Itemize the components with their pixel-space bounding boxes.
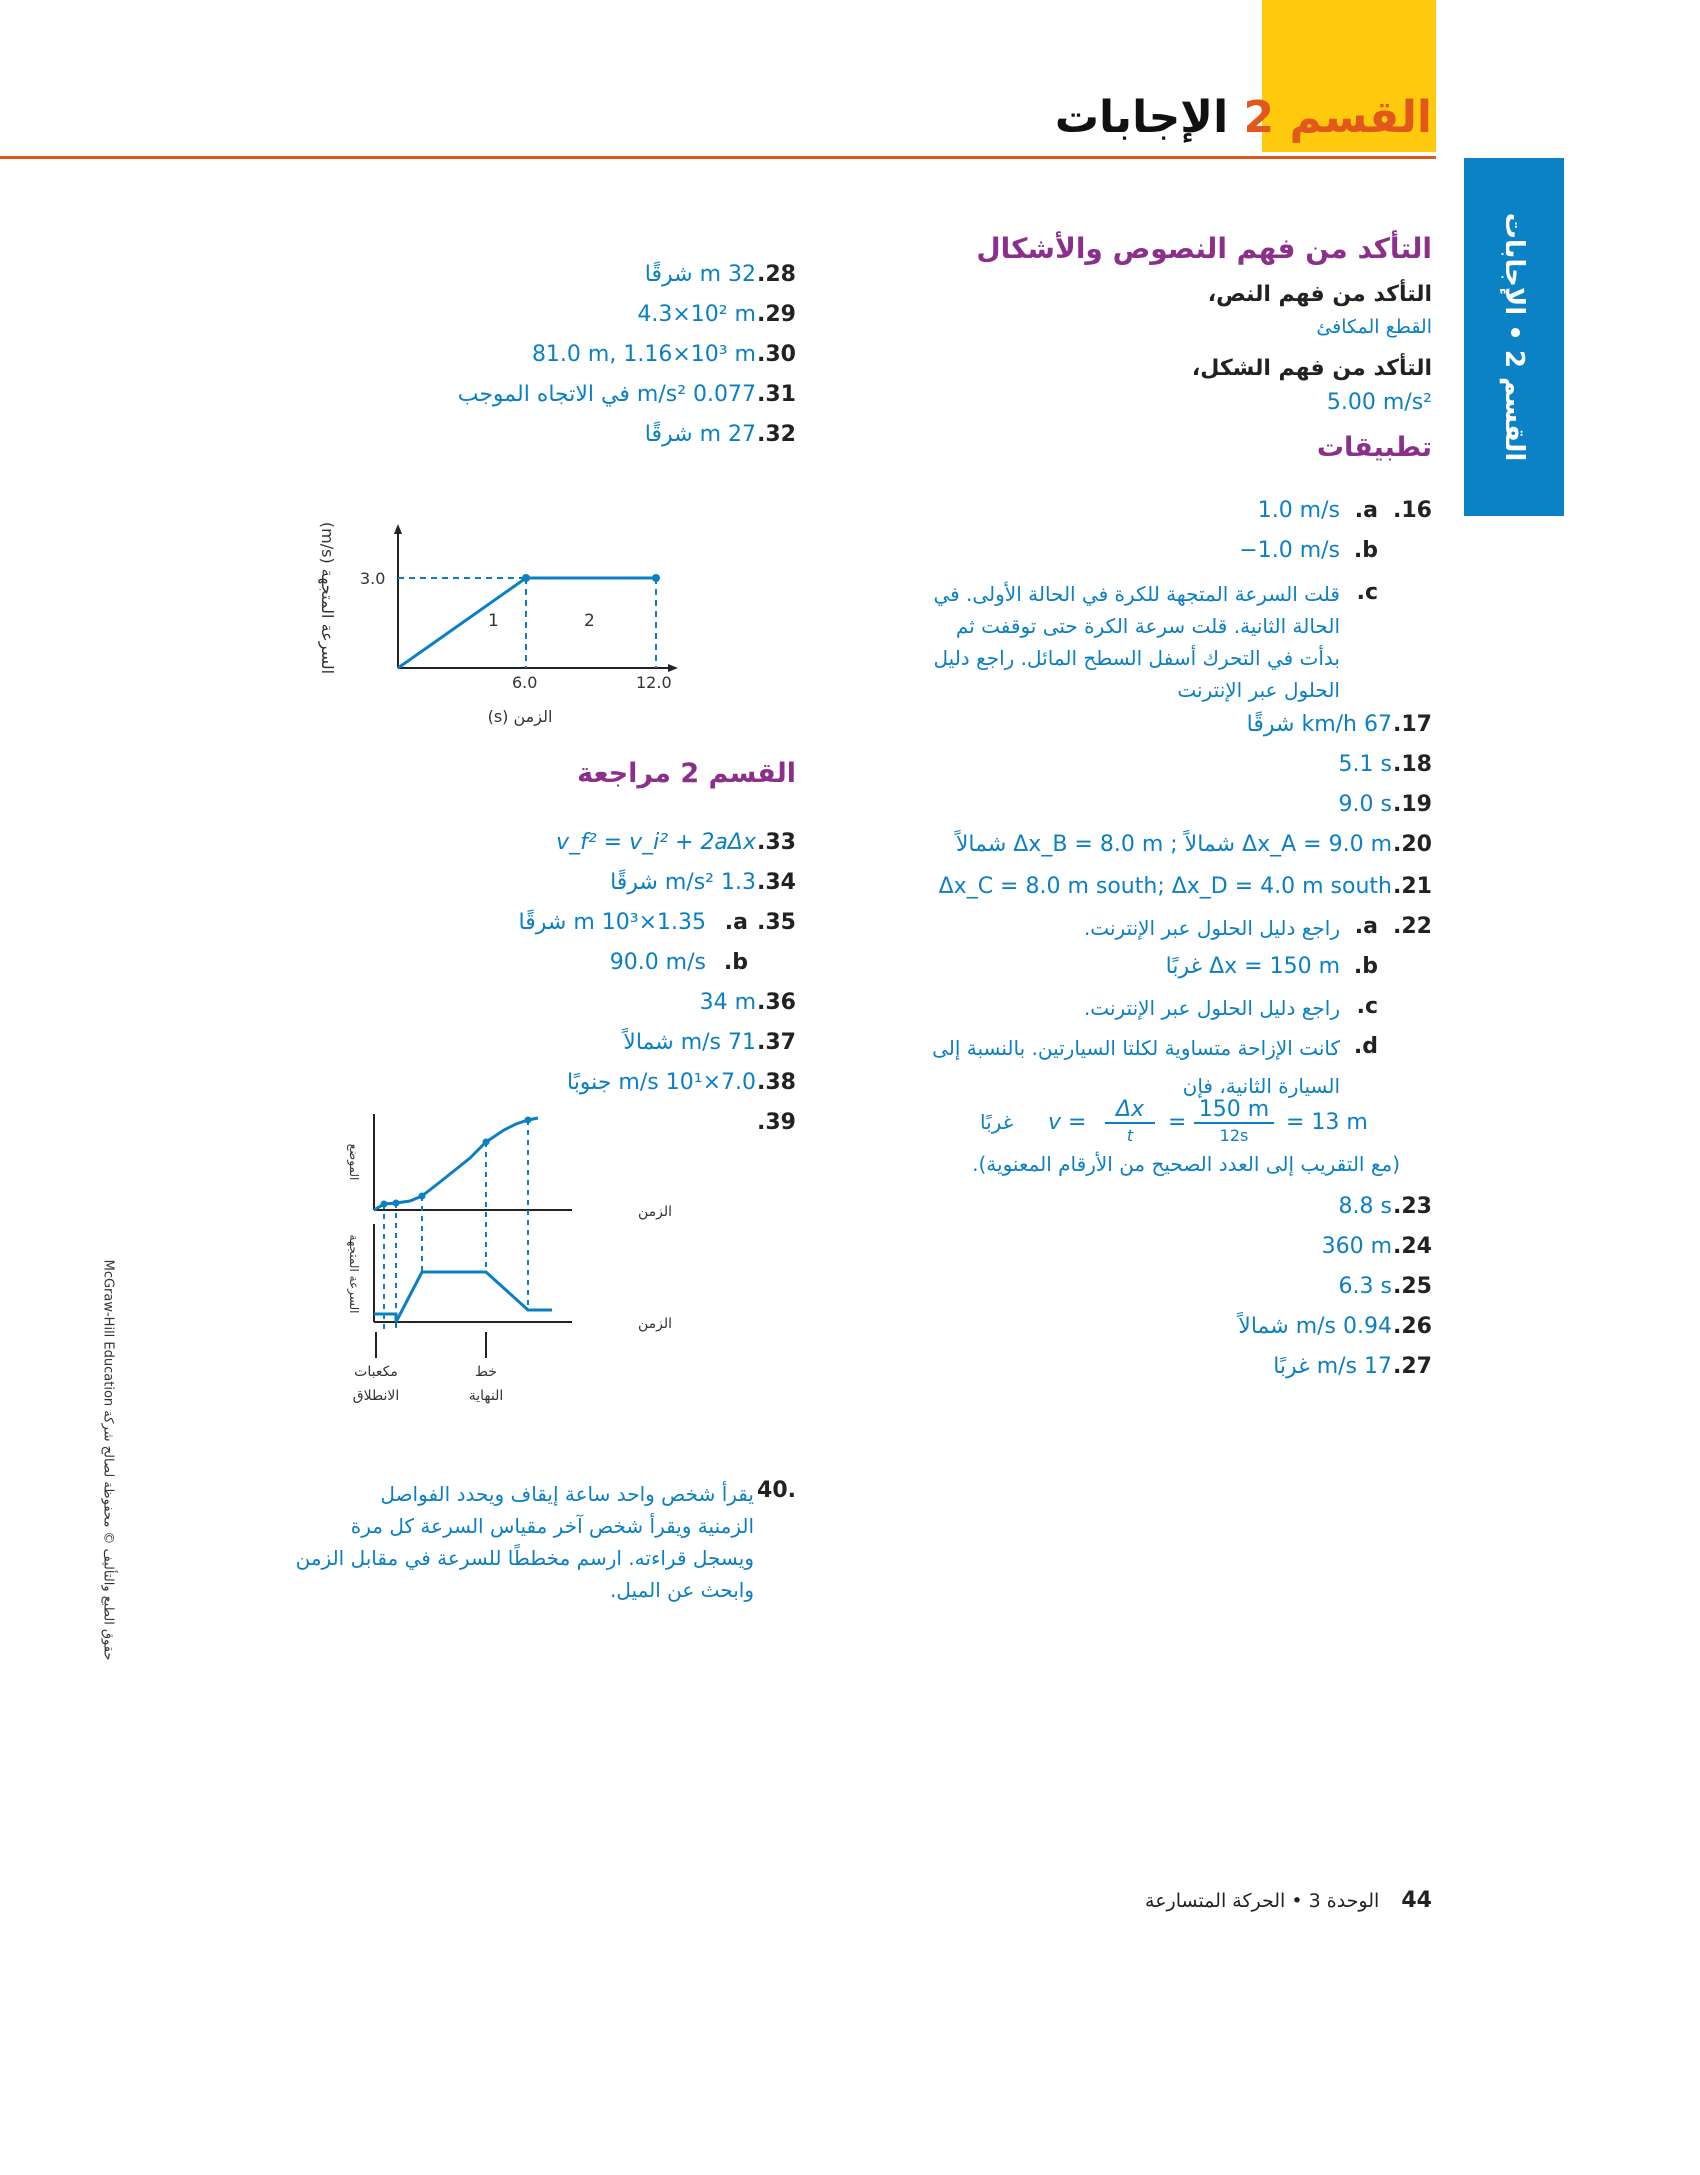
q22d-frac2-num: 150 m bbox=[1194, 1098, 1274, 1124]
data-point bbox=[522, 574, 530, 582]
q22d-eq-sign: = bbox=[1168, 1110, 1187, 1135]
q24-answer: 360 m bbox=[1321, 1234, 1392, 1259]
q27-number: .27 bbox=[1393, 1354, 1432, 1379]
position-curve bbox=[374, 1118, 538, 1210]
position-velocity-graph bbox=[310, 1100, 673, 1410]
q31-answer: 0.077 m/s² في الاتجاه الموجب bbox=[457, 382, 756, 407]
q22d-note: (مع التقريب إلى العدد الصحيح من الأرقام المعنوية). bbox=[972, 1152, 1400, 1176]
finish-label: خط bbox=[475, 1364, 497, 1380]
q40-line: ويسجل قراءته. ارسم مخططًا للسرعة في مقابل الزمن bbox=[295, 1546, 754, 1570]
q34-answer: 1.3 m/s² شرقًا bbox=[610, 870, 756, 895]
x-axis-label: الزمن (s) bbox=[487, 707, 553, 726]
q16b-answer: −1.0 m/s bbox=[1239, 538, 1340, 563]
q35b-marker: .b bbox=[723, 950, 748, 975]
text-check-answer: القطع المكافئ bbox=[1316, 316, 1432, 338]
q16c-line: قلت السرعة المتجهة للكرة في الحالة الأولى. في bbox=[933, 582, 1340, 606]
q40-number: 40. bbox=[757, 1478, 796, 1503]
page-footer bbox=[1145, 1888, 1432, 1913]
q40-line: الزمنية ويقرأ شخص آخر مقياس السرعة كل مرة bbox=[350, 1514, 754, 1538]
q16c-marker: .c bbox=[1356, 580, 1378, 605]
text-check-label: التأكد من فهم النص، bbox=[1207, 282, 1432, 307]
q36-answer: 34 m bbox=[699, 990, 756, 1015]
q22d-eq-left: v = bbox=[1048, 1110, 1087, 1135]
page-title bbox=[1055, 92, 1432, 143]
q21-number: .21 bbox=[1393, 874, 1432, 899]
q22a-marker: .a bbox=[1354, 914, 1378, 939]
y-axis-arrow bbox=[394, 524, 402, 534]
q22d-line1: كانت الإزاحة متساوية لكلتا السيارتين. بالنسبة إلى bbox=[932, 1036, 1340, 1060]
q22d-marker: .d bbox=[1353, 1034, 1378, 1059]
q23-number: .23 bbox=[1393, 1194, 1432, 1219]
q33-number: .33 bbox=[757, 830, 796, 855]
time-label-bottom: الزمن bbox=[638, 1316, 673, 1332]
side-tab-label: القسم 2 • الإجابات bbox=[1499, 212, 1529, 462]
time-label-top: الزمن bbox=[638, 1204, 673, 1220]
q22d-direction: غربًا bbox=[980, 1110, 1014, 1134]
q28-number: .28 bbox=[757, 262, 796, 287]
q26-answer: 0.94 m/s شمالاً bbox=[1238, 1314, 1392, 1339]
q21-answer: Δx_C = 8.0 m south; Δx_D = 4.0 m south bbox=[938, 874, 1392, 899]
q22-number: .22 bbox=[1393, 914, 1432, 939]
section-word: القسم bbox=[1289, 92, 1432, 143]
q18-number: .18 bbox=[1393, 752, 1432, 777]
q22d-frac2-den: 12s bbox=[1219, 1126, 1249, 1145]
q27-answer: 17 m/s غربًا bbox=[1273, 1354, 1392, 1379]
q16-number: .16 bbox=[1393, 498, 1432, 523]
q34-number: .34 bbox=[757, 870, 796, 895]
x-tick-label: 12.0 bbox=[636, 673, 672, 692]
q16c-line: بدأت في التحرك أسفل السطح المائل. راجع دليل bbox=[933, 646, 1340, 670]
q23-answer: 8.8 s bbox=[1338, 1194, 1392, 1219]
q32-answer: 27 m شرقًا bbox=[644, 422, 756, 447]
q37-answer: 71 m/s شمالاً bbox=[623, 1030, 756, 1055]
x-tick-label: 6.0 bbox=[512, 673, 538, 692]
q22d-line2: السيارة الثانية، فإن bbox=[1182, 1074, 1340, 1098]
q22b-answer: Δx = 150 m غربًا bbox=[1165, 954, 1340, 979]
q35-number: .35 bbox=[757, 910, 796, 935]
q35a-marker: .a bbox=[724, 910, 748, 935]
title-text: الإجابات bbox=[1054, 92, 1229, 143]
data-point bbox=[652, 574, 660, 582]
q16c-answer bbox=[860, 578, 1340, 706]
copyright-credit: McGraw-Hill Education حقوق الطبع والتأليف © محفوظة لصالح شركة bbox=[100, 1259, 116, 1661]
q19-answer: 9.0 s bbox=[1338, 792, 1392, 817]
q17-number: .17 bbox=[1393, 712, 1432, 737]
q20-number: .20 bbox=[1393, 832, 1432, 857]
y-axis-label: السرعة المتجهة (m/s) bbox=[318, 521, 337, 675]
q36-number: .36 bbox=[757, 990, 796, 1015]
applications-heading: تطبيقات bbox=[1316, 432, 1432, 463]
q30-number: .30 bbox=[757, 342, 796, 367]
q19-number: .19 bbox=[1393, 792, 1432, 817]
q32-number: .32 bbox=[757, 422, 796, 447]
page-number: 44 bbox=[1401, 1888, 1432, 1913]
q16c-line: الحلول عبر الإنترنت bbox=[1177, 678, 1340, 702]
velocity-curve bbox=[374, 1272, 552, 1322]
q29-number: .29 bbox=[757, 302, 796, 327]
q16b-marker: .b bbox=[1353, 538, 1378, 563]
figure-check-label: التأكد من فهم الشكل، bbox=[1191, 356, 1432, 381]
q35b-answer: 90.0 m/s bbox=[609, 950, 706, 975]
figure-check-answer: 5.00 m/s² bbox=[1326, 390, 1432, 415]
q31-number: .31 bbox=[757, 382, 796, 407]
q22c-marker: .c bbox=[1356, 994, 1378, 1019]
q22c-answer: راجع دليل الحلول عبر الإنترنت. bbox=[1083, 996, 1340, 1020]
velocity-axis-label: السرعة المتجهة bbox=[347, 1234, 361, 1314]
q25-answer: 6.3 s bbox=[1338, 1274, 1392, 1299]
q25-number: .25 bbox=[1393, 1274, 1432, 1299]
q38-answer: 7.0×10¹ m/s جنوبًا bbox=[566, 1070, 756, 1095]
q16a-marker: .a bbox=[1354, 498, 1378, 523]
q40-line: يقرأ شخص واحد ساعة إيقاف ويحدد الفواصل bbox=[380, 1482, 754, 1506]
header-rule bbox=[0, 156, 1436, 159]
position-axis-label: الموضع bbox=[347, 1143, 361, 1181]
q37-number: .37 bbox=[757, 1030, 796, 1055]
q35a-answer: 1.35×10³ m شرقًا bbox=[518, 910, 706, 935]
unit-name: الوحدة 3 • الحركة المتسارعة bbox=[1145, 1890, 1380, 1912]
region-2-label: 2 bbox=[584, 611, 595, 631]
q39-number: .39 bbox=[757, 1110, 796, 1135]
section-heading: التأكد من فهم النصوص والأشكال bbox=[976, 232, 1432, 265]
region-1-label: 1 bbox=[488, 611, 499, 631]
y-tick-label: 3.0 bbox=[360, 569, 386, 588]
q28-answer: 32 m شرقًا bbox=[644, 262, 756, 287]
blocks-label-2: الانطلاق bbox=[352, 1388, 400, 1404]
section-number: 2 bbox=[1243, 92, 1275, 143]
q22b-marker: .b bbox=[1353, 954, 1378, 979]
q17-answer: 67 km/h شرقًا bbox=[1246, 712, 1392, 737]
review-heading: القسم 2 مراجعة bbox=[577, 758, 796, 789]
q38-number: .38 bbox=[757, 1070, 796, 1095]
q22d-eq-right: = 13 m bbox=[1286, 1110, 1368, 1135]
q16a-answer: 1.0 m/s bbox=[1257, 498, 1340, 523]
q33-answer: v_f² = v_i² + 2aΔx bbox=[556, 830, 756, 855]
q40-line: وابحث عن الميل. bbox=[610, 1578, 754, 1602]
q22d-frac1-num: Δx bbox=[1105, 1098, 1155, 1124]
finish-label-2: النهاية bbox=[468, 1388, 504, 1404]
x-axis-arrow bbox=[668, 664, 678, 672]
blocks-label: مكعبات bbox=[354, 1364, 398, 1380]
q29-answer: 4.3×10² m bbox=[637, 302, 756, 327]
velocity-time-graph bbox=[300, 500, 700, 760]
q30-answer: 81.0 m, 1.16×10³ m bbox=[531, 342, 756, 367]
q24-number: .24 bbox=[1393, 1234, 1432, 1259]
q22d-frac1-den: t bbox=[1126, 1126, 1134, 1145]
q22a-answer: راجع دليل الحلول عبر الإنترنت. bbox=[1083, 916, 1340, 940]
q18-answer: 5.1 s bbox=[1338, 752, 1392, 777]
q40-answer bbox=[220, 1478, 754, 1606]
q26-number: .26 bbox=[1393, 1314, 1432, 1339]
q20-answer: Δx_A = 9.0 m شمالاً ; Δx_B = 8.0 m شمالاً bbox=[955, 832, 1392, 857]
q16c-line: الحالة الثانية. قلت سرعة الكرة حتى توقفت ثم bbox=[955, 614, 1340, 638]
